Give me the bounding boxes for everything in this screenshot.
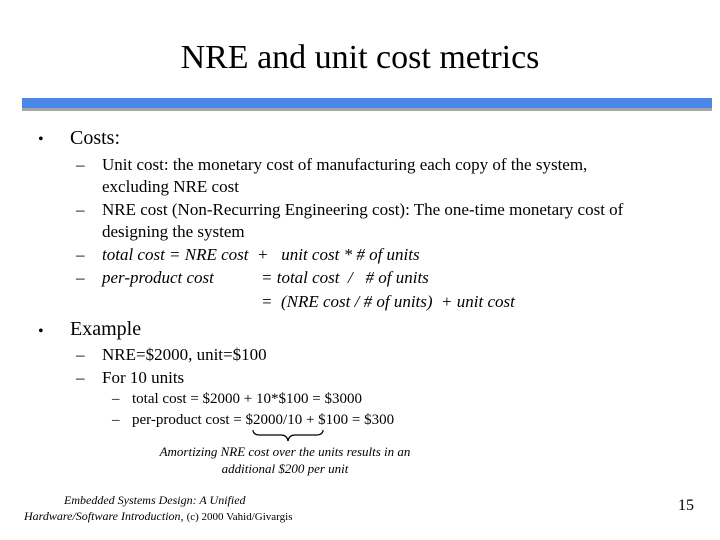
amortization-note-line2: additional $200 per unit	[221, 461, 349, 476]
title-divider-blue	[22, 98, 712, 108]
formula-per-product-label: per-product cost	[102, 268, 214, 287]
costs-item-unit-line2: excluding NRE cost	[102, 177, 239, 196]
formula-per-product-division: = total cost / # of units	[261, 268, 429, 287]
example-item-values: NRE=$2000, unit=$100	[102, 345, 267, 364]
dash-icon: –	[112, 412, 120, 428]
dash-icon: –	[76, 268, 85, 287]
title-divider-grey	[22, 108, 712, 111]
dash-icon: –	[76, 200, 85, 219]
example-heading: Example	[70, 318, 142, 340]
example-per-product-cost: per-product cost = $2000/10 + $100 = $300	[132, 412, 395, 428]
footer-copyright: (c) 2000 Vahid/Givargis	[186, 511, 293, 523]
footer-subtitle	[24, 508, 292, 525]
costs-item-unit-line1: Unit cost: the monetary cost of manufacturing each copy of the system,	[102, 155, 588, 174]
dash-icon: –	[112, 391, 120, 407]
dash-icon: –	[76, 155, 85, 174]
slide-title: NRE and unit cost metrics	[180, 39, 540, 76]
dash-icon: –	[76, 345, 85, 364]
dash-icon: –	[76, 368, 85, 387]
formula-total-cost: total cost = NRE cost + unit cost * # of units	[102, 245, 420, 264]
brace-icon	[252, 428, 324, 442]
example-total-cost: total cost = $2000 + 10*$100 = $3000	[132, 391, 362, 407]
example-item-units: For 10 units	[102, 368, 185, 387]
costs-heading: Costs:	[70, 127, 121, 149]
costs-item-nre-line1: NRE cost (Non-Recurring Engineering cost): The one-time monetary cost of	[102, 200, 624, 219]
page-number: 15	[678, 497, 694, 514]
footer-subtitle-italic: Hardware/Software Introduction,	[24, 509, 184, 523]
costs-item-nre-line2: designing the system	[102, 222, 245, 241]
bullet-icon: •	[38, 131, 44, 148]
amortization-note-line1: Amortizing NRE cost over the units results in an	[159, 444, 411, 459]
bullet-icon: •	[38, 323, 44, 340]
footer-book-title: Embedded Systems Design: A Unified	[64, 493, 246, 507]
formula-per-product-expanded: = (NRE cost / # of units) + unit cost	[261, 292, 515, 311]
dash-icon: –	[76, 245, 85, 264]
